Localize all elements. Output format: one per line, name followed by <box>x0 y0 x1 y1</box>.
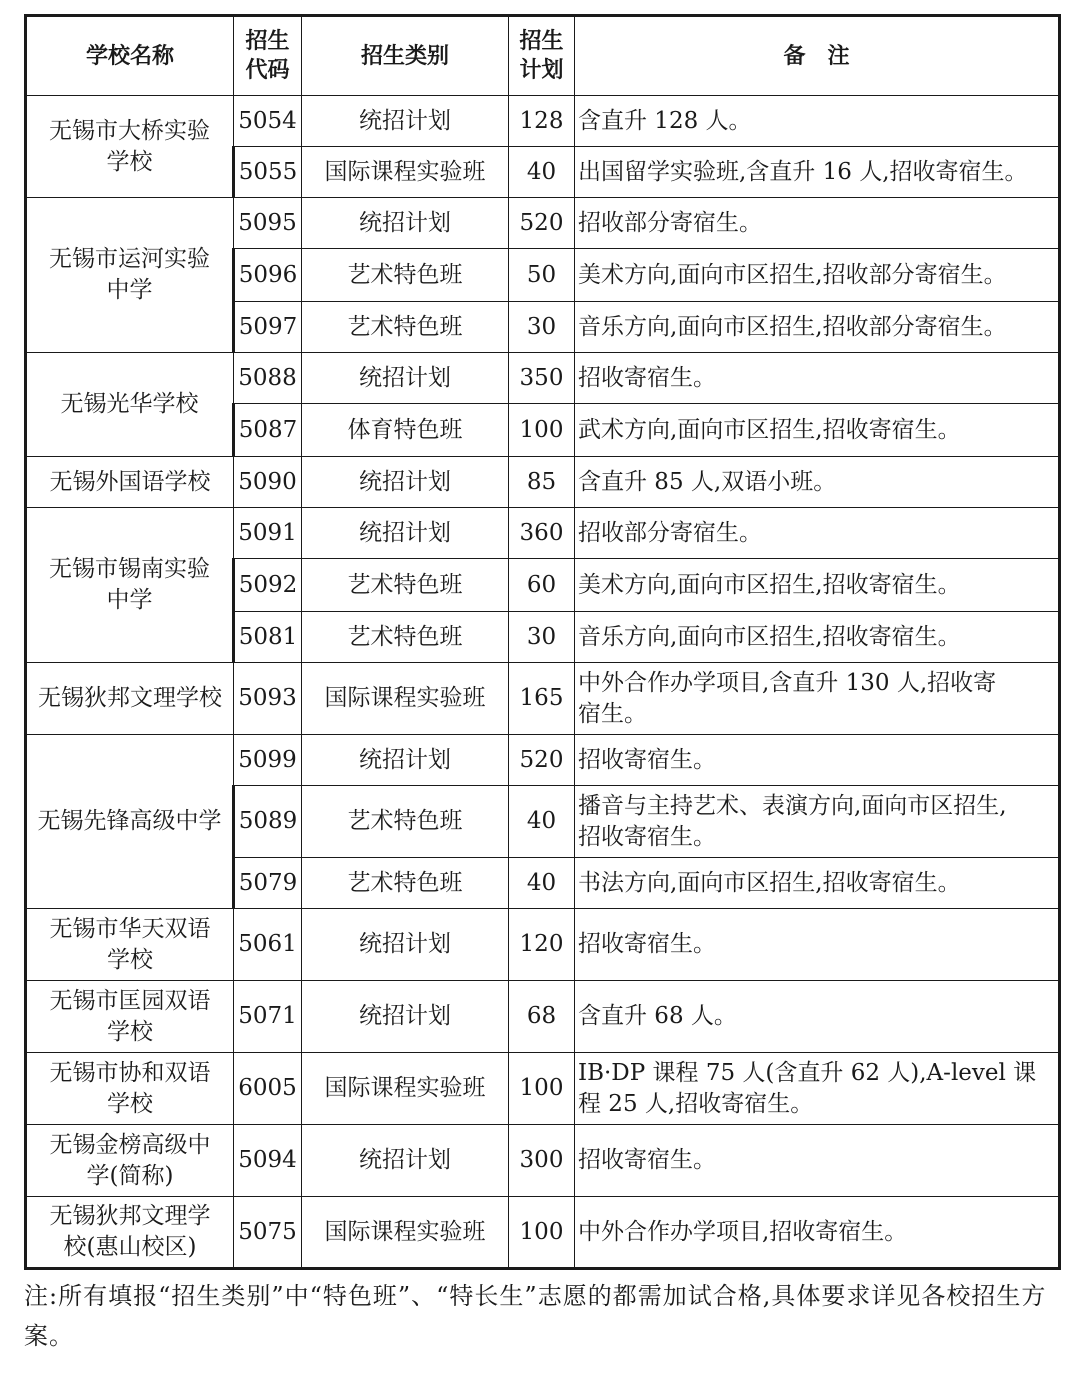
plan-cell: 520 <box>509 735 575 786</box>
remarks-line: 含直升 85 人,双语小班。 <box>578 468 837 495</box>
remarks-line: 音乐方向,面向市区招生,招收部分寄宿生。 <box>578 313 1007 340</box>
plan-cell: 100 <box>509 1197 575 1269</box>
code-cell: 5055 <box>234 147 302 198</box>
category-cell: 艺术特色班 <box>302 559 509 612</box>
category-cell: 统招计划 <box>302 981 509 1053</box>
code-cell: 5061 <box>234 909 302 981</box>
plan-cell: 40 <box>509 858 575 909</box>
school-name-line: 学校 <box>106 148 153 175</box>
header-code-line: 代码 <box>245 57 290 83</box>
header-remarks: 备 注 <box>575 16 1060 96</box>
header-code <box>234 16 302 96</box>
remarks-line: 招收寄宿生。 <box>578 823 716 850</box>
remarks-line: 书法方向,面向市区招生,招收寄宿生。 <box>578 869 961 896</box>
remarks-line: 招收寄宿生。 <box>578 364 716 391</box>
plan-cell: 360 <box>509 508 575 559</box>
plan-cell: 100 <box>509 404 575 457</box>
category-cell: 艺术特色班 <box>302 249 509 302</box>
remarks-line: 招收寄宿生。 <box>578 931 716 957</box>
remarks-line: 音乐方向,面向市区招生,招收寄宿生。 <box>578 623 961 650</box>
school-name-line: 无锡市协和双语 <box>49 1059 211 1086</box>
category-cell: 艺术特色班 <box>302 786 509 858</box>
category-cell: 体育特色班 <box>302 404 509 457</box>
school-name-line: 无锡狄邦文理学校 <box>38 685 222 711</box>
school-name-cell <box>26 1125 234 1197</box>
code-cell: 5099 <box>234 735 302 786</box>
header-plan-line: 招生 <box>519 28 564 54</box>
remarks-line: 含直升 128 人。 <box>578 107 752 134</box>
table-row <box>26 457 1060 508</box>
category-cell: 统招计划 <box>302 508 509 559</box>
category-cell: 统招计划 <box>302 353 509 404</box>
remarks-line: 中外合作办学项目,含直升 130 人,招收寄 <box>578 669 997 696</box>
table-row <box>26 198 1060 249</box>
remarks-cell <box>575 1197 1060 1269</box>
school-name-line: 无锡狄邦文理学 <box>49 1203 211 1229</box>
school-name-line: 学校 <box>107 946 153 973</box>
category-cell: 统招计划 <box>302 457 509 508</box>
code-cell: 5088 <box>234 353 302 404</box>
school-name-line: 无锡先锋高级中学 <box>37 808 222 834</box>
remarks-cell <box>575 508 1060 559</box>
school-name-line: 无锡市运河实验 <box>49 246 210 272</box>
school-name-cell <box>26 96 234 198</box>
school-name-line: 无锡市锡南实验 <box>49 556 210 582</box>
school-name-cell <box>26 198 234 353</box>
remarks-cell <box>575 249 1060 302</box>
remarks-line: IB·DP 课程 75 人(含直升 62 人),A-level 课 <box>578 1059 1037 1086</box>
plan-cell: 30 <box>509 612 575 663</box>
school-name-line: 校(惠山校区) <box>63 1234 197 1260</box>
school-name-cell <box>26 1053 234 1125</box>
plan-cell: 350 <box>509 353 575 404</box>
remarks-line: 武术方向,面向市区招生,招收寄宿生。 <box>578 416 961 443</box>
code-cell: 5079 <box>234 858 302 909</box>
code-cell: 5091 <box>234 508 302 559</box>
plan-cell: 128 <box>509 96 575 147</box>
remarks-cell <box>575 735 1060 786</box>
school-name-cell <box>26 1197 234 1269</box>
plan-cell: 40 <box>509 786 575 858</box>
school-name-cell <box>26 909 234 981</box>
category-cell: 统招计划 <box>302 198 509 249</box>
remarks-line: 程 25 人,招收寄宿生。 <box>578 1090 814 1117</box>
code-cell: 6005 <box>234 1053 302 1125</box>
table-row <box>26 96 1060 147</box>
category-cell: 艺术特色班 <box>302 858 509 909</box>
school-name-cell <box>26 735 234 909</box>
remarks-line: 中外合作办学项目,招收寄宿生。 <box>578 1218 908 1245</box>
code-cell: 5093 <box>234 663 302 735</box>
remarks-cell <box>575 663 1060 735</box>
code-cell: 5087 <box>234 404 302 457</box>
school-name-line: 学校 <box>107 1018 153 1045</box>
remarks-cell <box>575 198 1060 249</box>
header-category: 招生类别 <box>302 16 509 96</box>
plan-cell: 85 <box>509 457 575 508</box>
admissions-table <box>24 14 1061 1270</box>
code-cell: 5071 <box>234 981 302 1053</box>
table-header <box>26 16 1060 96</box>
school-name-line: 中学 <box>106 277 153 303</box>
school-name-line: 无锡金榜高级中 <box>49 1131 211 1158</box>
code-cell: 5054 <box>234 96 302 147</box>
table-row <box>26 1197 1060 1269</box>
remarks-line: 招收寄宿生。 <box>578 746 716 773</box>
remarks-line: 招收部分寄宿生。 <box>578 209 762 236</box>
footnote: 注:所有填报“招生类别”中“特色班”、“特长生”志愿的都需加试合格,具体要求详见各校招生方案。 <box>24 1282 1047 1350</box>
table-row <box>26 353 1060 404</box>
remarks-cell <box>575 353 1060 404</box>
remarks-line: 出国留学实验班,含直升 16 人,招收寄宿生。 <box>578 158 1028 185</box>
remarks-cell <box>575 96 1060 147</box>
school-name-cell <box>26 508 234 663</box>
category-cell: 统招计划 <box>302 735 509 786</box>
category-cell: 统招计划 <box>302 909 509 981</box>
category-cell: 国际课程实验班 <box>302 1053 509 1125</box>
remarks-cell <box>575 1053 1060 1125</box>
table-row <box>26 981 1060 1053</box>
plan-cell: 120 <box>509 909 575 981</box>
remarks-line: 招收部分寄宿生。 <box>578 519 762 546</box>
table-row <box>26 663 1060 735</box>
code-cell: 5096 <box>234 249 302 302</box>
header-code-line: 招生 <box>245 28 290 54</box>
school-name-line: 无锡市华天双语 <box>49 915 211 942</box>
school-name-line: 无锡外国语学校 <box>49 468 211 495</box>
remarks-cell <box>575 981 1060 1053</box>
category-cell: 艺术特色班 <box>302 302 509 353</box>
table-body <box>26 96 1060 1269</box>
code-cell: 5094 <box>234 1125 302 1197</box>
school-name-cell <box>26 981 234 1053</box>
table-row <box>26 735 1060 786</box>
plan-cell: 100 <box>509 1053 575 1125</box>
school-name-cell <box>26 353 234 457</box>
plan-cell: 68 <box>509 981 575 1053</box>
school-name-cell <box>26 457 234 508</box>
category-cell: 统招计划 <box>302 96 509 147</box>
remarks-line: 宿生。 <box>578 700 647 727</box>
header-plan <box>509 16 575 96</box>
table-row <box>26 1125 1060 1197</box>
plan-cell: 60 <box>509 559 575 612</box>
remarks-cell <box>575 457 1060 508</box>
school-name-line: 学(简称) <box>86 1162 174 1189</box>
remarks-line: 播音与主持艺术、表演方向,面向市区招生, <box>578 792 1007 819</box>
category-cell: 国际课程实验班 <box>302 663 509 735</box>
category-cell: 统招计划 <box>302 1125 509 1197</box>
remarks-cell <box>575 909 1060 981</box>
plan-cell: 40 <box>509 147 575 198</box>
remarks-cell <box>575 147 1060 198</box>
remarks-cell <box>575 858 1060 909</box>
table-row <box>26 909 1060 981</box>
school-name-line: 无锡光华学校 <box>60 391 199 417</box>
code-cell: 5081 <box>234 612 302 663</box>
category-cell: 艺术特色班 <box>302 612 509 663</box>
code-cell: 5095 <box>234 198 302 249</box>
code-cell: 5075 <box>234 1197 302 1269</box>
code-cell: 5097 <box>234 302 302 353</box>
remarks-cell <box>575 559 1060 612</box>
remarks-line: 美术方向,面向市区招生,招收寄宿生。 <box>578 571 961 598</box>
remarks-cell <box>575 302 1060 353</box>
plan-cell: 520 <box>509 198 575 249</box>
school-name-line: 学校 <box>107 1090 153 1117</box>
remarks-cell <box>575 404 1060 457</box>
code-cell: 5092 <box>234 559 302 612</box>
table-row <box>26 508 1060 559</box>
remarks-line: 美术方向,面向市区招生,招收部分寄宿生。 <box>578 261 1007 288</box>
plan-cell: 165 <box>509 663 575 735</box>
school-name-cell <box>26 663 234 735</box>
plan-cell: 30 <box>509 302 575 353</box>
school-name-line: 无锡市大桥实验 <box>49 117 210 144</box>
code-cell: 5089 <box>234 786 302 858</box>
code-cell: 5090 <box>234 457 302 508</box>
remarks-line: 含直升 68 人。 <box>578 1003 737 1029</box>
plan-cell: 50 <box>509 249 575 302</box>
category-cell: 国际课程实验班 <box>302 147 509 198</box>
remarks-cell <box>575 1125 1060 1197</box>
school-name-line: 中学 <box>106 587 153 613</box>
header-plan-line: 计划 <box>519 57 564 83</box>
header-school-name: 学校名称 <box>26 16 234 96</box>
remarks-cell <box>575 786 1060 858</box>
table-row <box>26 1053 1060 1125</box>
category-cell: 国际课程实验班 <box>302 1197 509 1269</box>
remarks-cell <box>575 612 1060 663</box>
plan-cell: 300 <box>509 1125 575 1197</box>
remarks-line: 招收寄宿生。 <box>578 1147 716 1173</box>
school-name-line: 无锡市匡园双语 <box>49 987 211 1014</box>
